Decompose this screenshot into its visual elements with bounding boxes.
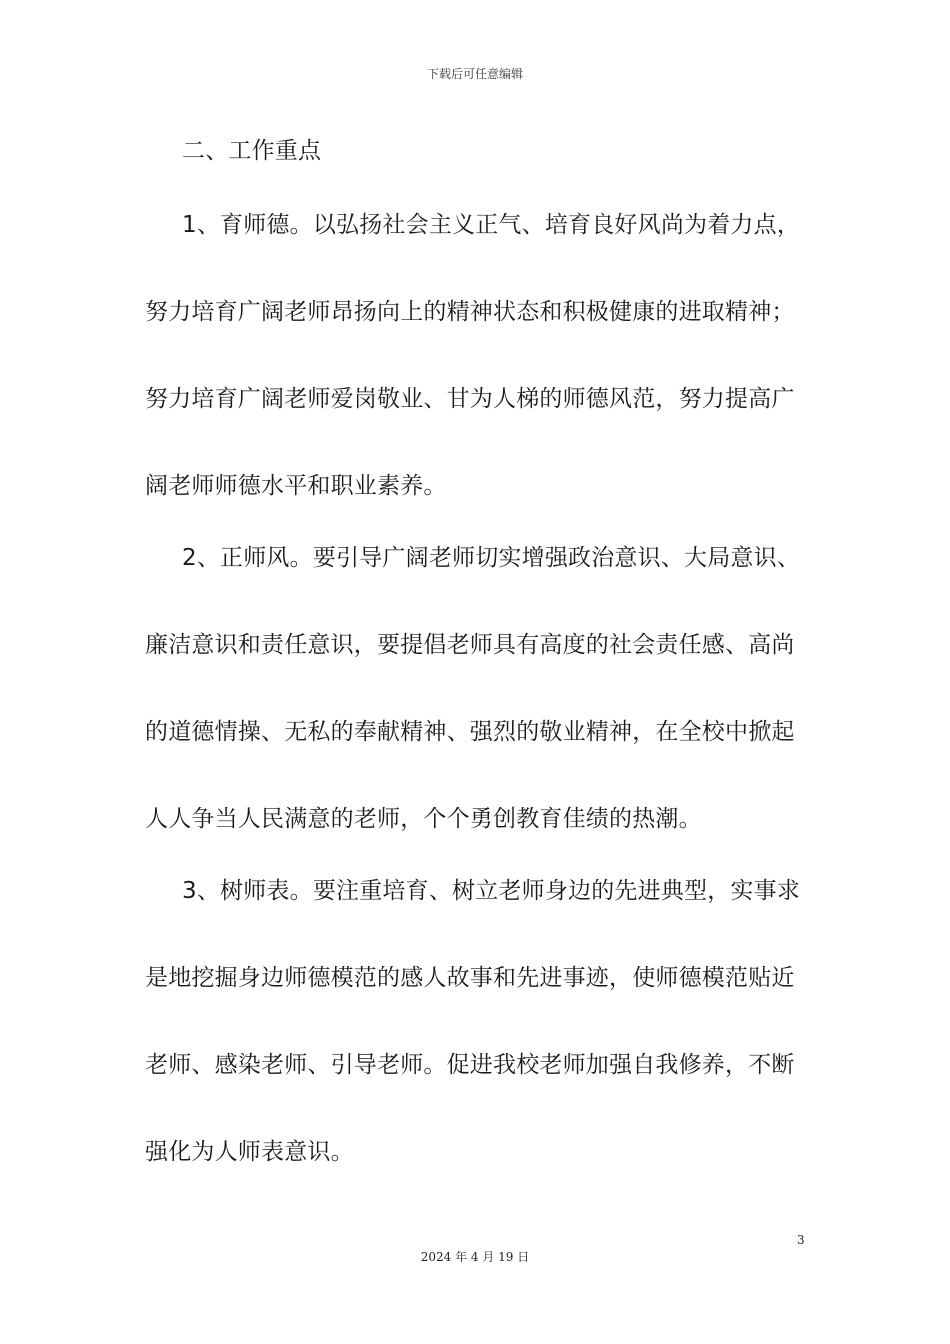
page-header: 下载后可任意编辑	[426, 67, 523, 81]
page-footer-date: 2024 年 4 月 19 日	[420, 1250, 530, 1264]
section-heading: 二、工作重点	[182, 138, 322, 164]
page-number: 3	[797, 1233, 805, 1247]
paragraph-line: 廉洁意识和责任意识，要提倡老师具有高度的社会责任感、高尚	[145, 632, 795, 658]
paragraph-line: 老师、感染老师、引导老师。促进我校老师加强自我修养，不断	[145, 1052, 795, 1078]
paragraph-line: 阔老师师德水平和职业素养。	[145, 473, 447, 499]
paragraph-line: 1、育师德。以弘扬社会主义正气、培育良好风尚为着力点，	[182, 212, 801, 238]
paragraph-line: 努力培育广阔老师昂扬向上的精神状态和积极健康的进取精神；	[145, 299, 795, 325]
paragraph-line: 2、正师风。要引导广阔老师切实增强政治意识、大局意识、	[182, 545, 801, 571]
paragraph-line: 3、树师表。要注重培育、树立老师身边的先进典型，实事求	[182, 878, 801, 904]
paragraph-line: 的道德情操、无私的奉献精神、强烈的敬业精神，在全校中掀起	[145, 719, 795, 745]
paragraph-line: 努力培育广阔老师爱岗敬业、甘为人梯的师德风范，努力提高广	[145, 386, 795, 412]
paragraph-line: 是地挖掘身边师德模范的感人故事和先进事迹，使师德模范贴近	[145, 965, 795, 991]
paragraph-line: 人人争当人民满意的老师，个个勇创教育佳绩的热潮。	[145, 806, 702, 832]
paragraph-line: 强化为人师表意识。	[145, 1139, 354, 1165]
